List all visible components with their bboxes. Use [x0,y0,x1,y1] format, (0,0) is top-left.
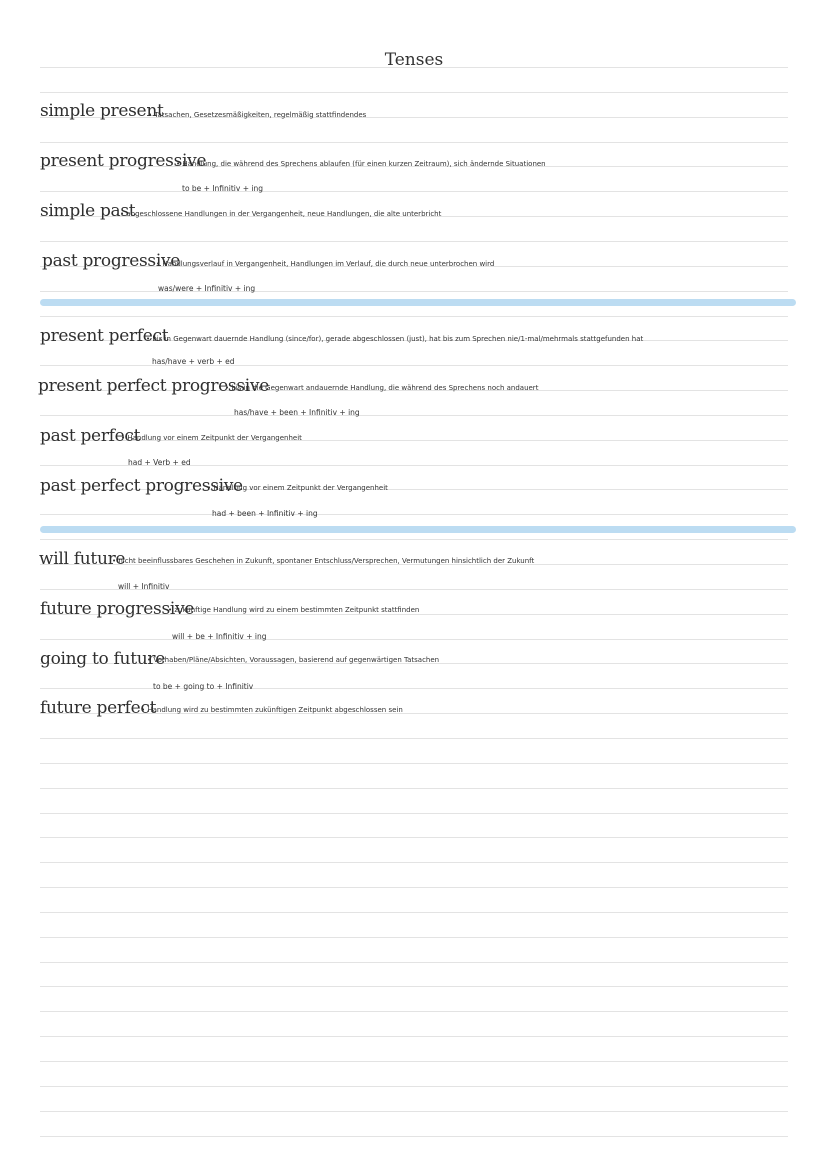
tense-usage-note: • abgeschlossene Handlungen in der Vergangenheit, neue Handlungen, die alte unterbricht [120,210,442,218]
ruled-line [40,539,788,540]
ruled-line [40,639,788,640]
ruled-line [40,937,788,938]
ruled-line [40,862,788,863]
tense-usage-note: • Vorhaben/Pläne/Absichten, Voraussagen, basierend auf gegenwärtigen Tatsachen [147,656,440,664]
ruled-line [40,986,788,987]
tense-formula: had + Verb + ed [128,458,191,467]
tense-usage-note: • Handlung vor einem Zeitpunkt der Vergangenheit [207,484,388,492]
ruled-line [40,887,788,888]
tense-term: will future [39,549,126,569]
tense-formula: was/were + Infinitiv + ing [158,284,256,293]
tense-formula: to be + Infinitiv + ing [182,184,263,193]
ruled-line [40,316,788,317]
section-divider [40,299,796,306]
tense-usage-note: • zukünftige Handlung wird zu einem bestimmten Zeitpunkt stattfinden [168,606,420,614]
ruled-line [40,1011,788,1012]
ruled-line [40,291,788,292]
ruled-line [40,1036,788,1037]
ruled-line [40,142,788,143]
tense-term: past progressive [42,251,181,271]
ruled-line [40,763,788,764]
section-divider [40,526,796,533]
ruled-line [40,788,788,789]
ruled-line [40,92,788,93]
tense-formula: will + Infinitiv [118,582,170,591]
tense-term: simple past [40,201,136,221]
ruled-line [40,1061,788,1062]
tense-formula: has/have + verb + ed [152,357,235,366]
ruled-line [40,1086,788,1087]
tense-term: present perfect [40,326,169,346]
tense-term: future perfect [40,698,157,718]
tense-term: simple present [40,101,164,121]
ruled-line [40,738,788,739]
tense-usage-note: • Handlung vor einem Zeitpunkt der Vergangenheit [121,434,302,442]
ruled-line [40,191,788,192]
tense-term: past perfect [40,426,141,446]
ruled-line [40,837,788,838]
tense-usage-note: • Handlung, die während des Sprechens ablaufen (für einen kurzen Zeitraum), sich ändernde Situationen [176,160,546,168]
tense-formula: to be + going to + Infinitiv [153,682,254,691]
tense-term: going to future [40,649,165,669]
tense-usage-note: • Tatsachen, Gesetzesmäßigkeiten, regelmäßig stattfindendes [148,111,367,119]
tense-usage-note: • Handlung wird zu bestimmten zukünftigen Zeitpunkt abgeschlossen sein [141,706,403,714]
tense-usage-note: • nicht beeinflussbares Geschehen in Zukunft, spontaner Entschluss/Versprechen, Vermutungen hinsichtlich der Zukunft [112,557,535,565]
ruled-line [40,514,788,515]
tense-term: present progressive [40,151,207,171]
tense-term: future progressive [40,599,195,619]
ruled-line [40,912,788,913]
tense-formula: had + been + Infinitiv + ing [212,509,318,518]
ruled-line [40,813,788,814]
ruled-line [40,1111,788,1112]
tense-term: past perfect progressive [40,476,243,496]
tense-formula: has/have + been + Infinitiv + ing [234,408,360,417]
tense-formula: will + be + Infinitiv + ing [172,632,267,641]
ruled-line [40,241,788,242]
ruled-line [40,1136,788,1137]
tense-usage-note: • bis in Gegenwart dauernde Handlung (since/for), gerade abgeschlossen (just), hat bis zum Sprechen nie/1-mal/mehrmals stattgefunden hat [146,335,644,343]
ruled-line [40,415,788,416]
tense-term: present perfect progressive [38,376,269,396]
ruled-line [40,962,788,963]
tense-usage-note: • Handlungsverlauf in Vergangenheit, Handlungen im Verlauf, die durch neue unterbrochen wird [156,260,495,268]
page-title: Tenses [384,50,444,70]
tense-usage-note: • bis in die Gegenwart andauernde Handlung, die während des Sprechens noch andauert [225,384,539,392]
